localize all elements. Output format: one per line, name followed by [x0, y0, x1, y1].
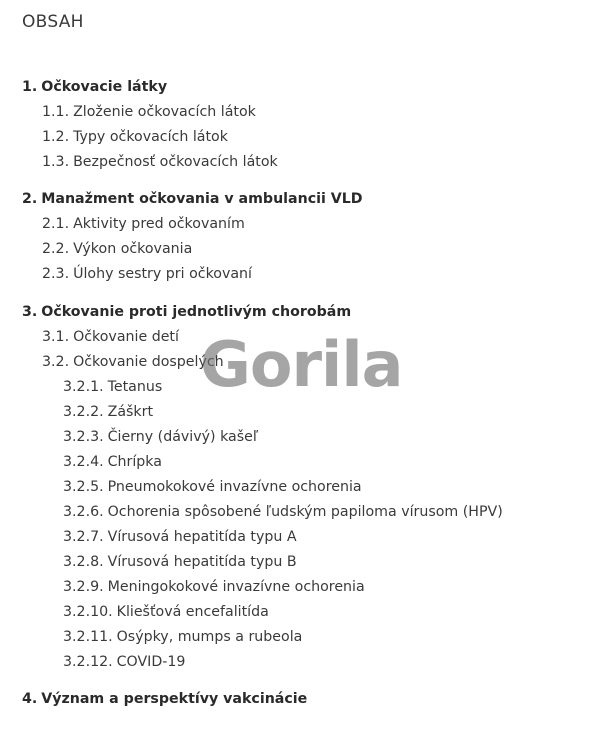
- toc-title: Aktivity pred očkovaním: [73, 216, 245, 232]
- page-title: OBSAH: [22, 12, 84, 32]
- toc-number: 1.1.: [42, 104, 70, 120]
- toc-title: Bezpečnosť očkovacích látok: [73, 154, 278, 170]
- toc-number: 3.2.6.: [63, 504, 104, 520]
- toc-entry: [63, 628, 302, 646]
- toc-entry: [42, 265, 252, 283]
- toc-entry: [42, 103, 256, 121]
- toc-entry: [42, 353, 224, 371]
- toc-entry: [63, 428, 258, 446]
- toc-title: Ochorenia spôsobené ľudským papiloma vírusom (HPV): [107, 504, 503, 520]
- toc-number: 3.2.7.: [63, 529, 104, 545]
- toc-title: Chrípka: [107, 454, 162, 470]
- toc-entry: [63, 503, 503, 521]
- toc-entry: [63, 578, 365, 596]
- toc-chapter: [22, 78, 167, 96]
- toc-number: 3.2.2.: [63, 404, 104, 420]
- toc-title: Meningokokové invazívne ochorenia: [107, 579, 365, 595]
- toc-title: Záškrt: [107, 404, 154, 420]
- toc-chapter: [22, 303, 351, 321]
- toc-title: Vírusová hepatitída typu A: [107, 529, 297, 545]
- toc-entry: [63, 528, 297, 546]
- toc-entry: [63, 553, 297, 571]
- toc-chapter: [22, 190, 363, 208]
- toc-title: Tetanus: [107, 379, 163, 395]
- toc-title: Manažment očkovania v ambulancii VLD: [41, 191, 363, 207]
- toc-number: 3.2.11.: [63, 629, 113, 645]
- toc-number: 3.2.5.: [63, 479, 104, 495]
- toc-number: 4.: [22, 691, 38, 707]
- toc-entry: [63, 378, 162, 396]
- toc-title: Očkovanie proti jednotlivým chorobám: [41, 304, 352, 320]
- toc-number: 2.3.: [42, 266, 70, 282]
- toc-entry: [42, 128, 228, 146]
- toc-title: Typy očkovacích látok: [73, 129, 228, 145]
- toc-number: 1.: [22, 79, 38, 95]
- toc-entry: [42, 153, 278, 171]
- toc-entry: [63, 478, 362, 496]
- toc-number: 3.1.: [42, 329, 70, 345]
- toc-entry: [63, 453, 162, 471]
- toc-title: Čierny (dávivý) kašeľ: [107, 429, 259, 445]
- toc-number: 2.2.: [42, 241, 70, 257]
- toc-title: Význam a perspektívy vakcinácie: [41, 691, 308, 707]
- toc-title: COVID-19: [116, 654, 186, 670]
- toc-number: 2.1.: [42, 216, 70, 232]
- toc-title: Kliešťová encefalitída: [116, 604, 269, 620]
- toc-number: 1.3.: [42, 154, 70, 170]
- toc-number: 3.2.1.: [63, 379, 104, 395]
- toc-title: Očkovanie detí: [73, 329, 179, 345]
- toc-number: 3.2.3.: [63, 429, 104, 445]
- toc-entry: [42, 240, 192, 258]
- toc-entry: [42, 328, 179, 346]
- toc-entry: [63, 603, 269, 621]
- toc-chapter: [22, 690, 307, 708]
- toc-title: Očkovanie dospelých: [73, 354, 224, 370]
- toc-entry: [63, 403, 153, 421]
- toc-title: Očkovacie látky: [41, 79, 168, 95]
- toc-number: 1.2.: [42, 129, 70, 145]
- toc-number: 3.2.4.: [63, 454, 104, 470]
- toc-title: Zloženie očkovacích látok: [73, 104, 256, 120]
- toc-title: Výkon očkovania: [73, 241, 193, 257]
- toc-number: 3.2.9.: [63, 579, 104, 595]
- toc-title: Osýpky, mumps a rubeola: [116, 629, 303, 645]
- toc-title: Úlohy sestry pri očkovaní: [73, 266, 252, 282]
- toc-number: 3.2.10.: [63, 604, 113, 620]
- toc-number: 2.: [22, 191, 38, 207]
- watermark-logo: Gorila: [200, 328, 403, 401]
- toc-title: Pneumokokové invazívne ochorenia: [107, 479, 362, 495]
- toc-title: Vírusová hepatitída typu B: [107, 554, 297, 570]
- toc-entry: [42, 215, 245, 233]
- toc-entry: [63, 653, 185, 671]
- toc-number: 3.2.8.: [63, 554, 104, 570]
- toc-number: 3.2.12.: [63, 654, 113, 670]
- toc-number: 3.: [22, 304, 38, 320]
- toc-number: 3.2.: [42, 354, 70, 370]
